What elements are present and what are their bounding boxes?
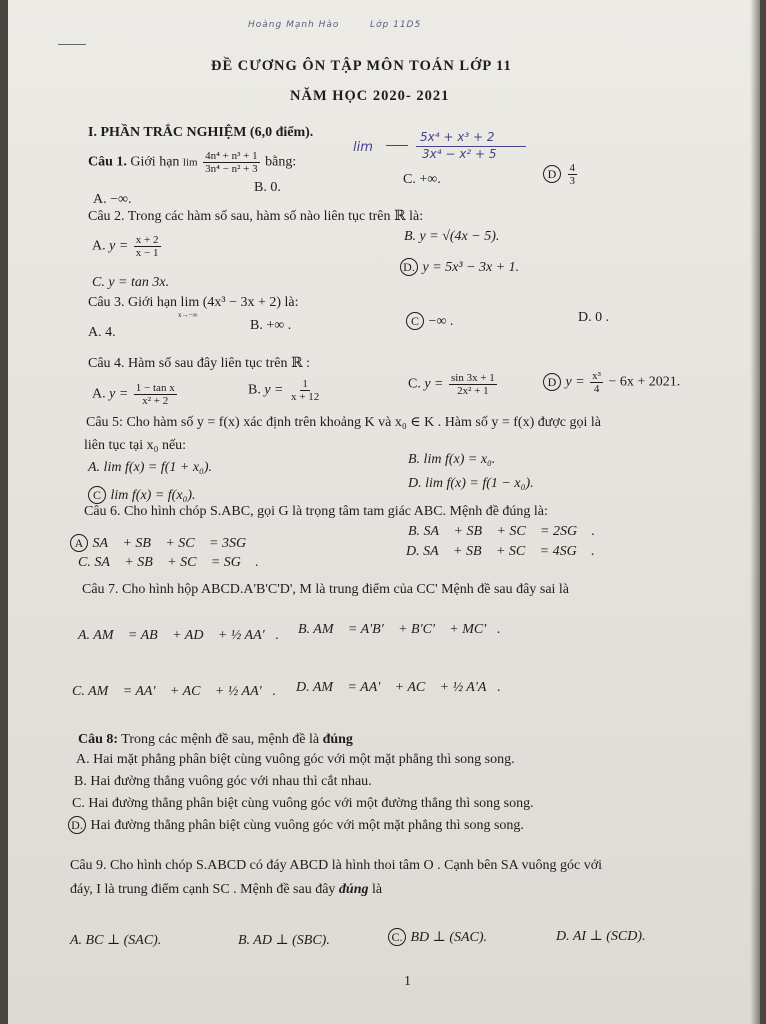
q8-option-c: C. Hai đường thẳng phân biệt cùng vuông góc với một đường thẳng thì song song.: [72, 796, 534, 811]
doc-title: ĐỀ CƯƠNG ÔN TẬP MÔN TOÁN LỚP 11: [211, 58, 512, 74]
question-5-line2: liên tục tại x₀ nếu:: [84, 438, 187, 453]
circled-answer-icon: D.: [400, 258, 418, 276]
pencil-mark: [58, 44, 86, 45]
page-number: 1: [404, 974, 411, 989]
handwritten-limit-denominator: 3x⁴ − x² + 5: [422, 147, 497, 161]
q6-option-c: C. SA⃗ + SB⃗ + SC⃗ = SG⃗ .: [78, 555, 259, 570]
q7-option-d: D. AM⃗ = AA'⃗ + AC⃗ + ½ A'A⃗.: [296, 680, 501, 695]
circled-answer-icon: C: [88, 486, 106, 504]
exam-paper: [8, 0, 760, 1024]
circled-answer-icon: D: [543, 373, 561, 391]
q1-text-a: Giới hạn: [130, 154, 180, 170]
q7-option-a: A. AM⃗ = AB⃗ + AD⃗ + ½ AA'⃗.: [78, 628, 280, 643]
q3-option-b: B. +∞ .: [250, 318, 292, 333]
q3-option-a: A. 4.: [88, 325, 116, 340]
question-3: Câu 3. Giới hạn lim (4x³ − 3x + 2) là:: [88, 295, 299, 310]
q3-option-c: C −∞ .: [406, 312, 453, 330]
q9-option-c: C. BD ⊥ (SAC).: [388, 928, 487, 946]
q7-option-b: B. AM⃗ = A'B'⃗ + B'C'⃗ + MC'⃗.: [298, 622, 501, 637]
q4-option-b: B. y = $\frac{1}{x + 12}$: [248, 378, 320, 403]
q3-option-d: D. 0 .: [578, 310, 610, 325]
q8-option-b: B. Hai đường thẳng vuông góc với nhau thì cắt nhau.: [74, 774, 372, 789]
circled-answer-icon: D: [543, 165, 561, 183]
question-8: Câu 8: Trong các mệnh đề sau, mệnh đề là đúng: [78, 732, 353, 747]
q6-option-d: D. SA⃗ + SB⃗ + SC⃗ = 4SG⃗ .: [406, 544, 595, 559]
question-7: Câu 7. Cho hình hộp ABCD.A'B'C'D', M là trung điểm của CC' Mệnh đề sau đây sai là: [82, 582, 570, 597]
q8-option-a: A. Hai mặt phẳng phân biệt cùng vuông góc với một mặt phẳng thì song song.: [76, 752, 515, 767]
q1-option-b: B. 0.: [254, 180, 281, 195]
q5-option-b: B. lim f(x) = x₀.: [408, 452, 496, 467]
q3-limit-sub: x→−∞: [178, 311, 198, 319]
circled-answer-icon: C.: [388, 928, 406, 946]
q1-lim: lim: [182, 156, 198, 169]
q5-option-d: D. lim f(x) = f(1 − x₀).: [408, 476, 534, 491]
handwritten-name: Hoàng Mạnh Hào: [248, 20, 340, 30]
q4-option-a: A. y = $\frac{\text{1 − tan x}}{\text{x² + 2}}$: [92, 382, 175, 407]
q1-fraction: $\frac{\text{4n⁴ + n³ + 1}}{\text{3n⁴ − n² + 3}}$: [205, 150, 258, 175]
paper-edge-shadow: [750, 0, 760, 1024]
circled-answer-icon: D.: [68, 816, 86, 834]
q6-option-b: B. SA⃗ + SB⃗ + SC⃗ = 2SG⃗ .: [408, 524, 596, 539]
question-5: Câu 5: Cho hàm số y = f(x) xác định trên khoảng K và x₀ ∈ K . Hàm số y = f(x) được gọi là: [86, 415, 601, 430]
question-4: Câu 4. Hàm số sau đây liên tục trên ℝ :: [88, 356, 310, 371]
q1-d-fraction: $\frac{4}{3}$: [569, 162, 575, 187]
question-9-line2: đáy, I là trung điểm cạnh SC . Mệnh đề sau đây đúng là: [70, 882, 383, 897]
q2-option-b: B. y = √(4x − 5).: [404, 229, 500, 244]
question-9: Câu 9. Cho hình chóp S.ABCD có đáy ABCD là hình thoi tâm O . Cạnh bên SA vuông góc với: [70, 858, 602, 873]
q9-option-b: B. AD ⊥ (SBC).: [238, 933, 330, 948]
circled-answer-icon: A: [70, 534, 88, 552]
circled-answer-icon: C: [406, 312, 424, 330]
handwritten-class: Lớp 11D5: [370, 20, 422, 30]
q5-option-a: A. lim f(x) = f(1 + x₀).: [88, 460, 213, 475]
question-6: Câu 6. Cho hình chóp S.ABC, gọi G là trọng tâm tam giác ABC. Mệnh đề đúng là:: [84, 504, 548, 519]
q6-option-a: A SA⃗ + SB⃗ + SC⃗ = 3SG⃗: [70, 534, 257, 552]
q1-label: Câu 1.: [88, 154, 127, 170]
q2-option-c: C. y = tan 3x.: [92, 275, 170, 290]
doc-year: NĂM HỌC 2020- 2021: [290, 88, 450, 104]
question-1: [88, 150, 296, 175]
q2-option-a: A. y = $\frac{x + 2}{x - 1}$: [92, 234, 159, 259]
handwritten-lim: lim: [353, 140, 373, 155]
q2-option-d: D. y = 5x³ − 3x + 1.: [400, 258, 519, 276]
q1-option-a: A. −∞.: [93, 192, 132, 207]
q1-text-b: bằng:: [265, 154, 297, 170]
q1-option-c: C. +∞.: [403, 172, 441, 187]
q4-option-d: D y = $\frac{\text{x³}}{4}$ − 6x + 2021.: [543, 370, 680, 395]
section-heading: I. PHẦN TRẮC NGHIỆM (6,0 điểm).: [88, 125, 314, 140]
question-2: Câu 2. Trong các hàm số sau, hàm số nào liên tục trên ℝ là:: [88, 209, 424, 224]
handwritten-dash: [386, 145, 408, 146]
handwritten-limit-numerator: 5x⁴ + x³ + 2: [420, 130, 495, 144]
q8-option-d: D. Hai đường thẳng phân biệt cùng vuông góc với một mặt phẳng thì song song.: [68, 816, 524, 834]
q7-option-c: C. AM⃗ = AA'⃗ + AC⃗ + ½ AA'⃗.: [72, 684, 277, 699]
q9-option-a: A. BC ⊥ (SAC).: [70, 933, 162, 948]
q4-option-c: C. y = $\frac{\sin 3x + 1}{\text{2x² + 1}}$: [408, 372, 495, 397]
q9-option-d: D. AI ⊥ (SCD).: [556, 929, 646, 944]
q5-option-c: C lim f(x) = f(x₀).: [88, 486, 196, 504]
q1-option-d: [543, 162, 579, 187]
